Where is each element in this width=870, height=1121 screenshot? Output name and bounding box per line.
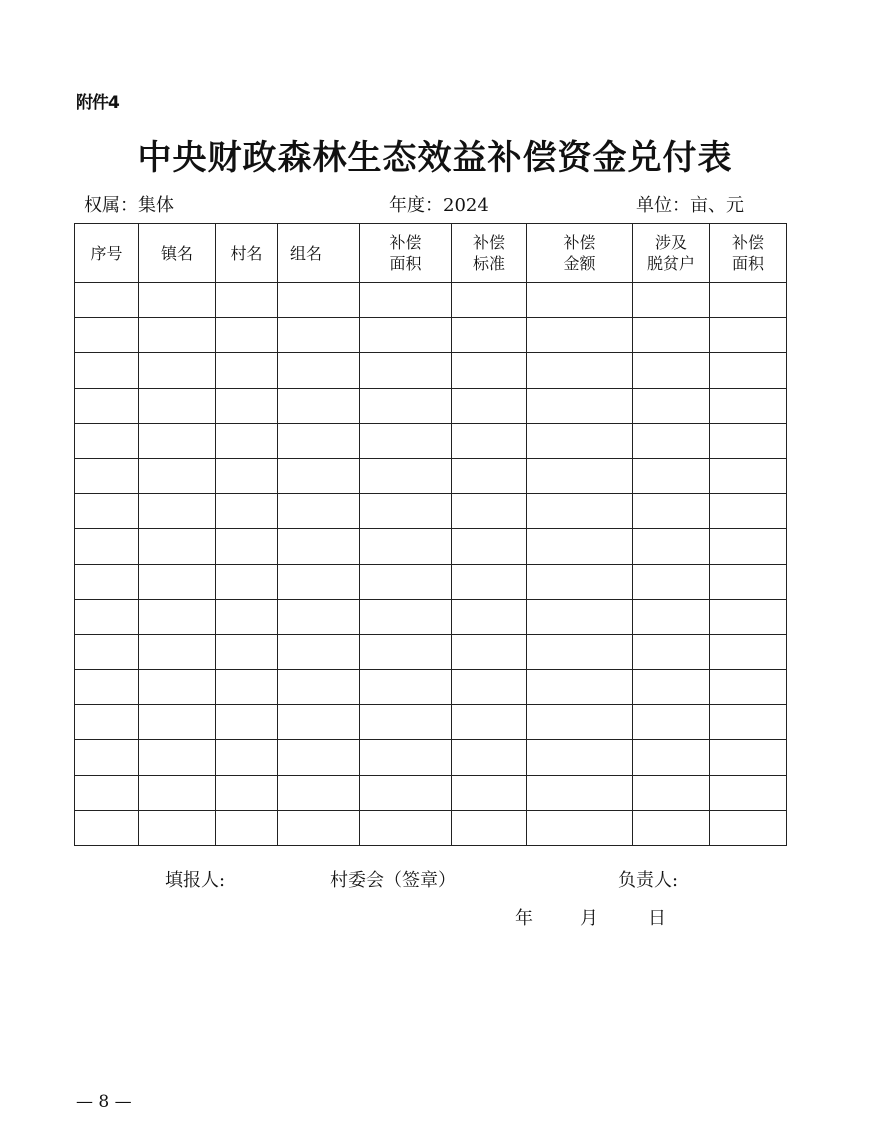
table-cell xyxy=(710,564,787,599)
table-cell xyxy=(75,670,139,705)
table-cell xyxy=(278,458,360,493)
table-cell xyxy=(360,599,452,634)
table-cell xyxy=(360,283,452,318)
table-cell xyxy=(75,810,139,845)
table-cell xyxy=(527,740,633,775)
year-label: 年度：2024 xyxy=(389,195,489,216)
table-row xyxy=(75,810,787,845)
table-cell xyxy=(216,529,278,564)
table-cell xyxy=(527,634,633,669)
table-cell xyxy=(278,283,360,318)
table-row xyxy=(75,423,787,458)
table-cell xyxy=(633,283,710,318)
table-cell xyxy=(633,599,710,634)
table-cell xyxy=(216,388,278,423)
table-cell xyxy=(360,634,452,669)
table-cell xyxy=(360,529,452,564)
table-cell xyxy=(527,494,633,529)
table-cell xyxy=(452,670,527,705)
table-cell xyxy=(527,529,633,564)
table-cell xyxy=(527,458,633,493)
table-cell xyxy=(75,388,139,423)
table-cell xyxy=(633,494,710,529)
table-cell xyxy=(527,775,633,810)
date-month: 月 xyxy=(580,908,598,929)
table-cell xyxy=(527,810,633,845)
table-cell xyxy=(139,458,216,493)
date-day: 日 xyxy=(648,908,666,929)
table-cell xyxy=(216,740,278,775)
table-cell xyxy=(527,705,633,740)
table-cell xyxy=(216,458,278,493)
table-cell xyxy=(710,634,787,669)
table-cell xyxy=(633,810,710,845)
document-title: 中央财政森林生态效益补偿资金兑付表 xyxy=(137,138,733,178)
table-cell xyxy=(452,634,527,669)
committee-seal-label: 村委会（签章） xyxy=(330,870,456,891)
column-header-seq: 序号 xyxy=(75,224,139,283)
table-cell xyxy=(75,353,139,388)
table-cell xyxy=(139,353,216,388)
table-cell xyxy=(527,670,633,705)
table-cell xyxy=(633,423,710,458)
table-cell xyxy=(452,423,527,458)
table-cell xyxy=(527,423,633,458)
table-cell xyxy=(360,494,452,529)
table-cell xyxy=(452,494,527,529)
table-cell xyxy=(360,775,452,810)
table-row xyxy=(75,634,787,669)
page-number: — 8 — xyxy=(76,1092,132,1112)
table-cell xyxy=(710,458,787,493)
table-cell xyxy=(633,458,710,493)
date-year: 年 xyxy=(515,908,533,929)
column-header-comp-area: 补偿 面积 xyxy=(360,224,452,283)
table-cell xyxy=(75,494,139,529)
table-cell xyxy=(527,388,633,423)
table-cell xyxy=(278,634,360,669)
table-cell xyxy=(139,318,216,353)
table-cell xyxy=(452,705,527,740)
table-body xyxy=(75,283,787,846)
table-cell xyxy=(75,705,139,740)
table-cell xyxy=(216,810,278,845)
table-cell xyxy=(633,740,710,775)
table-cell xyxy=(360,318,452,353)
table-cell xyxy=(527,599,633,634)
table-cell xyxy=(452,283,527,318)
table-cell xyxy=(278,775,360,810)
column-header-group: 组名 xyxy=(278,224,360,283)
table-cell xyxy=(216,599,278,634)
column-header-comp-area-2: 补偿 面积 xyxy=(710,224,787,283)
table-cell xyxy=(278,564,360,599)
table-row xyxy=(75,388,787,423)
column-header-comp-amount: 补偿 金额 xyxy=(527,224,633,283)
table-cell xyxy=(710,599,787,634)
table-cell xyxy=(139,740,216,775)
table-cell xyxy=(216,423,278,458)
table-cell xyxy=(216,775,278,810)
table-cell xyxy=(75,458,139,493)
table-cell xyxy=(360,740,452,775)
table-cell xyxy=(452,388,527,423)
table-cell xyxy=(360,423,452,458)
table-cell xyxy=(527,353,633,388)
table-cell xyxy=(452,599,527,634)
table-cell xyxy=(452,740,527,775)
table-cell xyxy=(633,353,710,388)
table-cell xyxy=(216,564,278,599)
table-cell xyxy=(278,599,360,634)
table-cell xyxy=(216,494,278,529)
table-cell xyxy=(139,494,216,529)
table-cell xyxy=(527,283,633,318)
table-cell xyxy=(75,529,139,564)
table-row xyxy=(75,705,787,740)
table-cell xyxy=(278,494,360,529)
table-cell xyxy=(710,494,787,529)
table-cell xyxy=(216,283,278,318)
table-cell xyxy=(360,705,452,740)
table-cell xyxy=(633,529,710,564)
filler-label: 填报人: xyxy=(165,870,226,891)
column-header-poverty-households: 涉及 脱贫户 xyxy=(633,224,710,283)
table-cell xyxy=(710,670,787,705)
table-cell xyxy=(139,599,216,634)
table-cell xyxy=(139,670,216,705)
table-cell xyxy=(710,423,787,458)
table-cell xyxy=(360,353,452,388)
table-cell xyxy=(139,423,216,458)
table-cell xyxy=(278,388,360,423)
table-row xyxy=(75,740,787,775)
table-cell xyxy=(75,423,139,458)
table-cell xyxy=(710,283,787,318)
table-cell xyxy=(139,388,216,423)
table-cell xyxy=(710,353,787,388)
table-cell xyxy=(633,775,710,810)
table-cell xyxy=(633,388,710,423)
table-cell xyxy=(278,705,360,740)
table-cell xyxy=(360,564,452,599)
table-cell xyxy=(710,740,787,775)
table-cell xyxy=(452,810,527,845)
table-cell xyxy=(75,775,139,810)
table-cell xyxy=(452,564,527,599)
table-row xyxy=(75,283,787,318)
table-row xyxy=(75,670,787,705)
table-row xyxy=(75,529,787,564)
table-cell xyxy=(452,458,527,493)
table-cell xyxy=(527,564,633,599)
table-cell xyxy=(278,529,360,564)
table-cell xyxy=(360,670,452,705)
table-cell xyxy=(633,705,710,740)
table-row xyxy=(75,564,787,599)
table-cell xyxy=(633,670,710,705)
table-cell xyxy=(75,740,139,775)
table-cell xyxy=(75,564,139,599)
table-header-row xyxy=(75,224,787,283)
table-cell xyxy=(360,388,452,423)
table-cell xyxy=(216,670,278,705)
table-row xyxy=(75,775,787,810)
table-cell xyxy=(278,740,360,775)
table-row xyxy=(75,318,787,353)
table-cell xyxy=(710,529,787,564)
table-cell xyxy=(75,283,139,318)
table-cell xyxy=(139,283,216,318)
table-cell xyxy=(278,670,360,705)
table-cell xyxy=(75,634,139,669)
table-row xyxy=(75,494,787,529)
table-cell xyxy=(278,318,360,353)
table-cell xyxy=(139,810,216,845)
table-cell xyxy=(75,318,139,353)
column-header-town: 镇名 xyxy=(139,224,216,283)
table-row xyxy=(75,353,787,388)
table-cell xyxy=(710,775,787,810)
table-cell xyxy=(216,634,278,669)
table-cell xyxy=(216,353,278,388)
table-cell xyxy=(710,388,787,423)
table-cell xyxy=(452,529,527,564)
table-cell xyxy=(360,458,452,493)
column-header-village: 村名 xyxy=(216,224,278,283)
attachment-label: 附件4 xyxy=(76,93,119,113)
table-cell xyxy=(527,318,633,353)
table-cell xyxy=(633,634,710,669)
table-cell xyxy=(75,599,139,634)
table-cell xyxy=(452,353,527,388)
responsible-label: 负责人: xyxy=(618,870,679,891)
table-cell xyxy=(139,634,216,669)
table-cell xyxy=(216,705,278,740)
table-row xyxy=(75,458,787,493)
table-cell xyxy=(710,705,787,740)
table-cell xyxy=(452,775,527,810)
unit-label: 单位：亩、元 xyxy=(636,195,744,216)
table-cell xyxy=(710,318,787,353)
table-cell xyxy=(278,353,360,388)
table-cell xyxy=(139,564,216,599)
table-cell xyxy=(139,705,216,740)
table-cell xyxy=(633,564,710,599)
table-cell xyxy=(278,423,360,458)
column-header-comp-standard: 补偿 标准 xyxy=(452,224,527,283)
ownership-label: 权属：集体 xyxy=(84,195,174,216)
table-cell xyxy=(360,810,452,845)
table-row xyxy=(75,599,787,634)
table-cell xyxy=(710,810,787,845)
payment-table xyxy=(74,223,787,846)
table-cell xyxy=(278,810,360,845)
table-cell xyxy=(139,529,216,564)
table-cell xyxy=(139,775,216,810)
table-cell xyxy=(216,318,278,353)
table-cell xyxy=(452,318,527,353)
table-cell xyxy=(633,318,710,353)
